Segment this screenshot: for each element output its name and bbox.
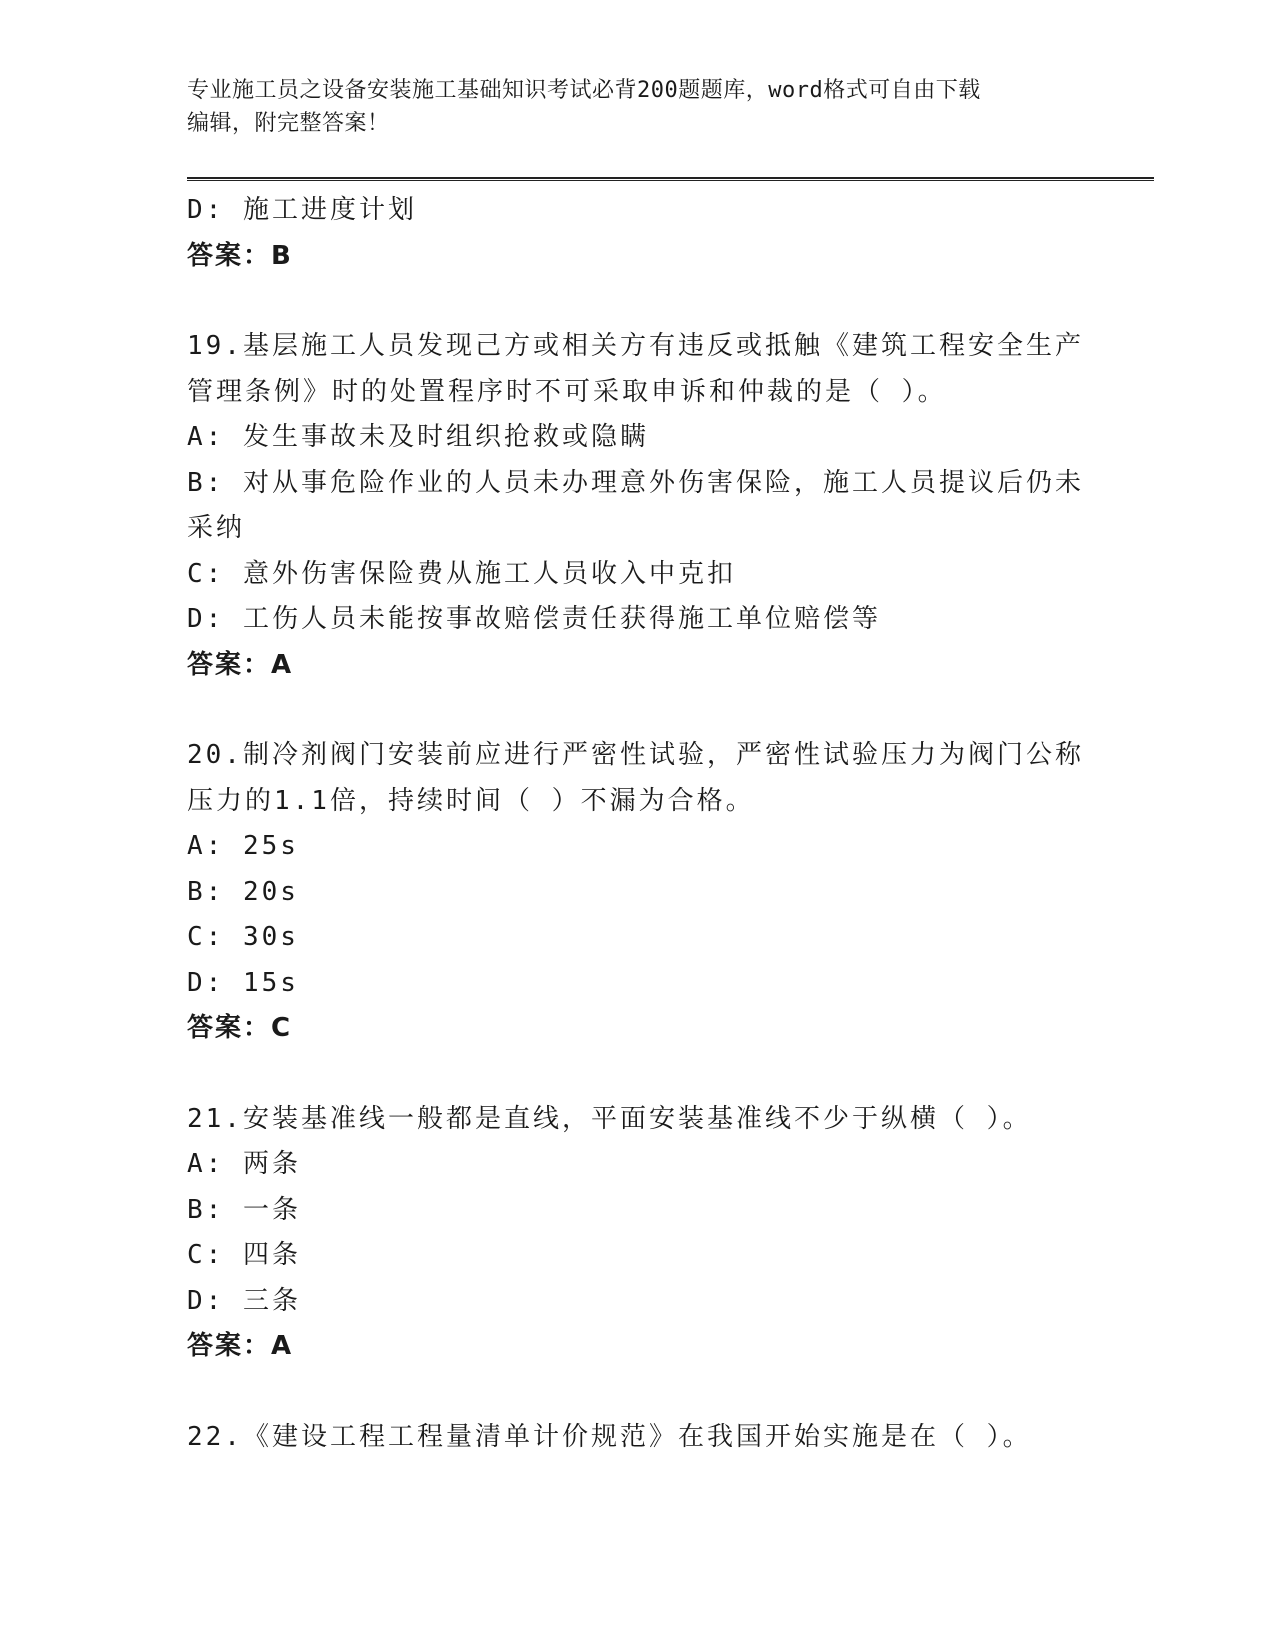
spacer bbox=[187, 688, 1087, 733]
option-d: D: 施工进度计划 bbox=[187, 195, 417, 225]
option-b: B: 20s bbox=[187, 876, 299, 907]
question-18-tail bbox=[187, 188, 1087, 279]
option-a: A: 发生事故未及时组织抢救或隐瞒 bbox=[187, 422, 649, 452]
document-page bbox=[187, 0, 1157, 1650]
option-d: D: 15s bbox=[187, 967, 299, 998]
document-header bbox=[187, 74, 1077, 140]
answer: 答案：A bbox=[187, 1331, 294, 1361]
answer: 答案：C bbox=[187, 1013, 293, 1043]
option-c: C: 四条 bbox=[187, 1240, 301, 1270]
answer: 答案：B bbox=[187, 240, 293, 271]
header-title-line-1: 专业施工员之设备安装施工基础知识考试必背200题题库，word格式可自由下载 bbox=[187, 78, 981, 103]
option-b: B: 一条 bbox=[187, 1194, 301, 1225]
answer: 答案：A bbox=[187, 649, 294, 680]
spacer bbox=[187, 1370, 1087, 1415]
question-stem-line-2: 压力的1.1倍，持续时间（ ）不漏为合格。 bbox=[187, 785, 755, 816]
question-19 bbox=[187, 324, 1087, 688]
header-divider bbox=[187, 177, 1154, 181]
option-a: A: 两条 bbox=[187, 1149, 301, 1179]
header-title-line-2: 编辑，附完整答案！ bbox=[187, 111, 390, 136]
question-20 bbox=[187, 733, 1087, 1052]
question-21 bbox=[187, 1097, 1087, 1370]
option-d: D: 三条 bbox=[187, 1285, 301, 1316]
option-b-line-1: B: 对从事危险作业的人员未办理意外伤害保险，施工人员提议后仍未 bbox=[187, 467, 1084, 498]
spacer bbox=[187, 1052, 1087, 1097]
option-b-line-2: 采纳 bbox=[187, 513, 246, 543]
spacer bbox=[187, 279, 1087, 324]
question-stem-line-2: 管理条例》时的处置程序时不可采取申诉和仲裁的是（ ）。 bbox=[187, 376, 947, 407]
option-c: C: 意外伤害保险费从施工人员收入中克扣 bbox=[187, 558, 736, 589]
option-a: A: 25s bbox=[187, 831, 299, 861]
question-stem-line-1: 21.安装基准线一般都是直线，平面安装基准线不少于纵横（ ）。 bbox=[187, 1103, 1032, 1134]
question-stem-line-1: 19.基层施工人员发现己方或相关方有违反或抵触《建筑工程安全生产 bbox=[187, 331, 1084, 361]
question-stem-line-1: 22.《建设工程工程量清单计价规范》在我国开始实施是在（ ）。 bbox=[187, 1421, 1032, 1452]
option-d: D: 工伤人员未能按事故赔偿责任获得施工单位赔偿等 bbox=[187, 604, 881, 634]
question-22 bbox=[187, 1415, 1087, 1461]
document-body bbox=[187, 188, 1087, 1460]
option-c: C: 30s bbox=[187, 922, 299, 952]
question-stem-line-1: 20.制冷剂阀门安装前应进行严密性试验，严密性试验压力为阀门公称 bbox=[187, 740, 1084, 770]
